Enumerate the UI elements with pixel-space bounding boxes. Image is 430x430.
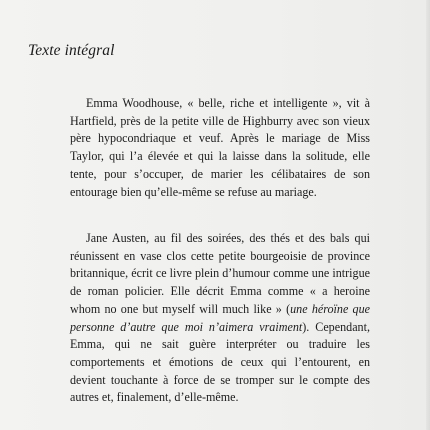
synopsis-paragraph-2 bbox=[70, 230, 370, 407]
edition-heading: Texte intégral bbox=[28, 42, 115, 59]
synopsis-paragraph-1: Emma Woodhouse, « belle, riche et intelligente », vit à Hartfield, près de la petite ville de Highburry avec son vieux père hypocondriaque et veuf. Après le mariage de Miss Taylor, qui l’a élevée et qui la laisse dans la solitude, elle tente, pour s’occuper, de marier les célibataires de son entourage bien qu’elle-même se refuse au mariage. bbox=[70, 96, 370, 199]
quote-translation: une héroïne que personne d’autre que moi n’aimera vraiment bbox=[70, 301, 371, 334]
paragraph-2-text-start: Jane Austen, au fil des soirées, des thés et des bals qui réunissent en vase clos cette petite bourgeoisie de province britannique, écrit ce livre plein d’humour comme une intrigue de roman policier. Elle décrit Emma comme « a heroine whom no one but myself will much like » ( bbox=[70, 231, 370, 316]
paragraph-2-text-end: ). Cependant, Emma, qui ne sait guère interpréter ou traduire les comportements et émotions de ceux qui l’entourent, en devient touchante à force de se tromper sur le compte des autres et, finalement, d’elle-même. bbox=[70, 319, 370, 405]
page-edge bbox=[426, 0, 430, 430]
